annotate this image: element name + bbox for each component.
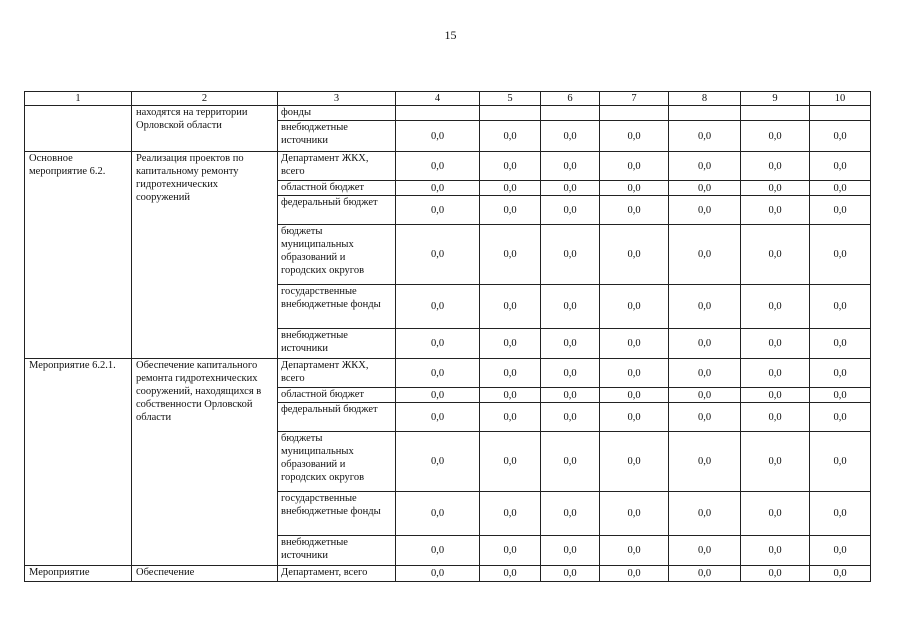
funding-source: государственные внебюджетные фонды [278,285,396,329]
amount-cell [396,106,480,121]
amount-cell: 0,0 [600,121,669,152]
activity-description: Обеспечение [132,566,278,582]
amount-cell: 0,0 [396,432,480,492]
amount-cell: 0,0 [396,285,480,329]
amount-cell: 0,0 [810,536,871,566]
amount-cell: 0,0 [600,388,669,403]
activity-description: находятся на территории Орловской области [132,106,278,152]
amount-cell: 0,0 [396,196,480,225]
column-number: 9 [741,92,810,106]
amount-cell: 0,0 [741,181,810,196]
column-number: 1 [25,92,132,106]
amount-cell: 0,0 [541,536,600,566]
amount-cell: 0,0 [810,359,871,388]
funding-source: внебюджетные источники [278,536,396,566]
funding-source: областной бюджет [278,388,396,403]
amount-cell: 0,0 [396,225,480,285]
amount-cell: 0,0 [396,536,480,566]
amount-cell: 0,0 [600,566,669,582]
table-row [25,152,871,181]
amount-cell: 0,0 [600,181,669,196]
amount-cell: 0,0 [669,225,741,285]
amount-cell: 0,0 [480,403,541,432]
amount-cell: 0,0 [480,388,541,403]
funding-source: федеральный бюджет [278,403,396,432]
amount-cell: 0,0 [480,196,541,225]
amount-cell: 0,0 [480,432,541,492]
amount-cell: 0,0 [810,388,871,403]
amount-cell: 0,0 [741,359,810,388]
amount-cell: 0,0 [669,388,741,403]
amount-cell [669,106,741,121]
amount-cell: 0,0 [810,403,871,432]
column-number: 10 [810,92,871,106]
amount-cell: 0,0 [480,566,541,582]
activity-code: Основное мероприятие 6.2. [25,152,132,359]
amount-cell [480,106,541,121]
amount-cell: 0,0 [600,196,669,225]
funding-source: бюджеты муниципальных образований и городских округов [278,432,396,492]
amount-cell: 0,0 [480,536,541,566]
amount-cell: 0,0 [480,492,541,536]
amount-cell: 0,0 [600,285,669,329]
amount-cell: 0,0 [396,388,480,403]
amount-cell: 0,0 [600,329,669,359]
amount-cell: 0,0 [810,566,871,582]
column-number-row [25,92,871,106]
table-row [25,359,871,388]
amount-cell: 0,0 [741,536,810,566]
amount-cell: 0,0 [541,181,600,196]
amount-cell: 0,0 [600,225,669,285]
column-number: 8 [669,92,741,106]
amount-cell: 0,0 [810,432,871,492]
amount-cell: 0,0 [396,492,480,536]
amount-cell: 0,0 [600,492,669,536]
activity-code: Мероприятие 6.2.1. [25,359,132,566]
amount-cell: 0,0 [480,285,541,329]
amount-cell: 0,0 [810,492,871,536]
amount-cell: 0,0 [741,121,810,152]
amount-cell: 0,0 [396,566,480,582]
amount-cell: 0,0 [669,196,741,225]
amount-cell: 0,0 [541,432,600,492]
activity-code [25,106,132,152]
amount-cell: 0,0 [396,329,480,359]
table-row [25,566,871,582]
amount-cell [541,106,600,121]
table-row [25,106,871,121]
amount-cell: 0,0 [600,152,669,181]
amount-cell: 0,0 [669,403,741,432]
amount-cell: 0,0 [480,152,541,181]
amount-cell: 0,0 [396,152,480,181]
amount-cell: 0,0 [741,388,810,403]
funding-source: областной бюджет [278,181,396,196]
amount-cell: 0,0 [810,121,871,152]
amount-cell: 0,0 [541,285,600,329]
amount-cell: 0,0 [396,359,480,388]
activity-description: Реализация проектов по капитальному ремонту гидротехнических сооружений [132,152,278,359]
amount-cell: 0,0 [669,285,741,329]
amount-cell: 0,0 [541,403,600,432]
amount-cell: 0,0 [541,492,600,536]
amount-cell: 0,0 [480,121,541,152]
amount-cell: 0,0 [669,329,741,359]
column-number: 5 [480,92,541,106]
amount-cell: 0,0 [541,329,600,359]
amount-cell: 0,0 [541,359,600,388]
amount-cell: 0,0 [396,121,480,152]
funding-source: фонды [278,106,396,121]
amount-cell: 0,0 [669,492,741,536]
amount-cell: 0,0 [669,432,741,492]
amount-cell: 0,0 [600,403,669,432]
funding-source: Департамент, всего [278,566,396,582]
amount-cell: 0,0 [480,225,541,285]
budget-table [24,91,871,582]
funding-source: внебюджетные источники [278,121,396,152]
amount-cell: 0,0 [480,359,541,388]
column-number: 2 [132,92,278,106]
amount-cell [600,106,669,121]
amount-cell: 0,0 [741,403,810,432]
amount-cell: 0,0 [669,121,741,152]
amount-cell: 0,0 [741,492,810,536]
amount-cell: 0,0 [741,329,810,359]
funding-source: федеральный бюджет [278,196,396,225]
column-number: 7 [600,92,669,106]
funding-source: государственные внебюджетные фонды [278,492,396,536]
column-number: 4 [396,92,480,106]
activity-description: Обеспечение капитального ремонта гидротехнических сооружений, находящихся в собственности Орловской области [132,359,278,566]
column-number: 3 [278,92,396,106]
amount-cell: 0,0 [541,152,600,181]
amount-cell: 0,0 [541,121,600,152]
amount-cell: 0,0 [480,329,541,359]
amount-cell: 0,0 [480,181,541,196]
funding-source: Департамент ЖКХ, всего [278,359,396,388]
amount-cell: 0,0 [741,566,810,582]
amount-cell: 0,0 [810,152,871,181]
amount-cell: 0,0 [600,359,669,388]
amount-cell: 0,0 [741,432,810,492]
column-number: 6 [541,92,600,106]
amount-cell: 0,0 [396,403,480,432]
amount-cell: 0,0 [741,196,810,225]
amount-cell: 0,0 [669,181,741,196]
amount-cell: 0,0 [669,566,741,582]
amount-cell: 0,0 [541,566,600,582]
amount-cell: 0,0 [810,181,871,196]
amount-cell: 0,0 [600,432,669,492]
amount-cell: 0,0 [741,285,810,329]
amount-cell: 0,0 [810,329,871,359]
amount-cell: 0,0 [669,536,741,566]
amount-cell: 0,0 [541,388,600,403]
amount-cell [810,106,871,121]
amount-cell: 0,0 [600,536,669,566]
activity-code: Мероприятие [25,566,132,582]
amount-cell: 0,0 [669,152,741,181]
amount-cell: 0,0 [669,359,741,388]
amount-cell: 0,0 [810,285,871,329]
amount-cell: 0,0 [541,196,600,225]
page-number: 15 [444,28,457,42]
amount-cell: 0,0 [396,181,480,196]
amount-cell: 0,0 [741,225,810,285]
amount-cell [741,106,810,121]
amount-cell: 0,0 [810,196,871,225]
funding-source: Департамент ЖКХ, всего [278,152,396,181]
amount-cell: 0,0 [810,225,871,285]
amount-cell: 0,0 [741,152,810,181]
funding-source: бюджеты муниципальных образований и городских округов [278,225,396,285]
funding-source: внебюджетные источники [278,329,396,359]
amount-cell: 0,0 [541,225,600,285]
